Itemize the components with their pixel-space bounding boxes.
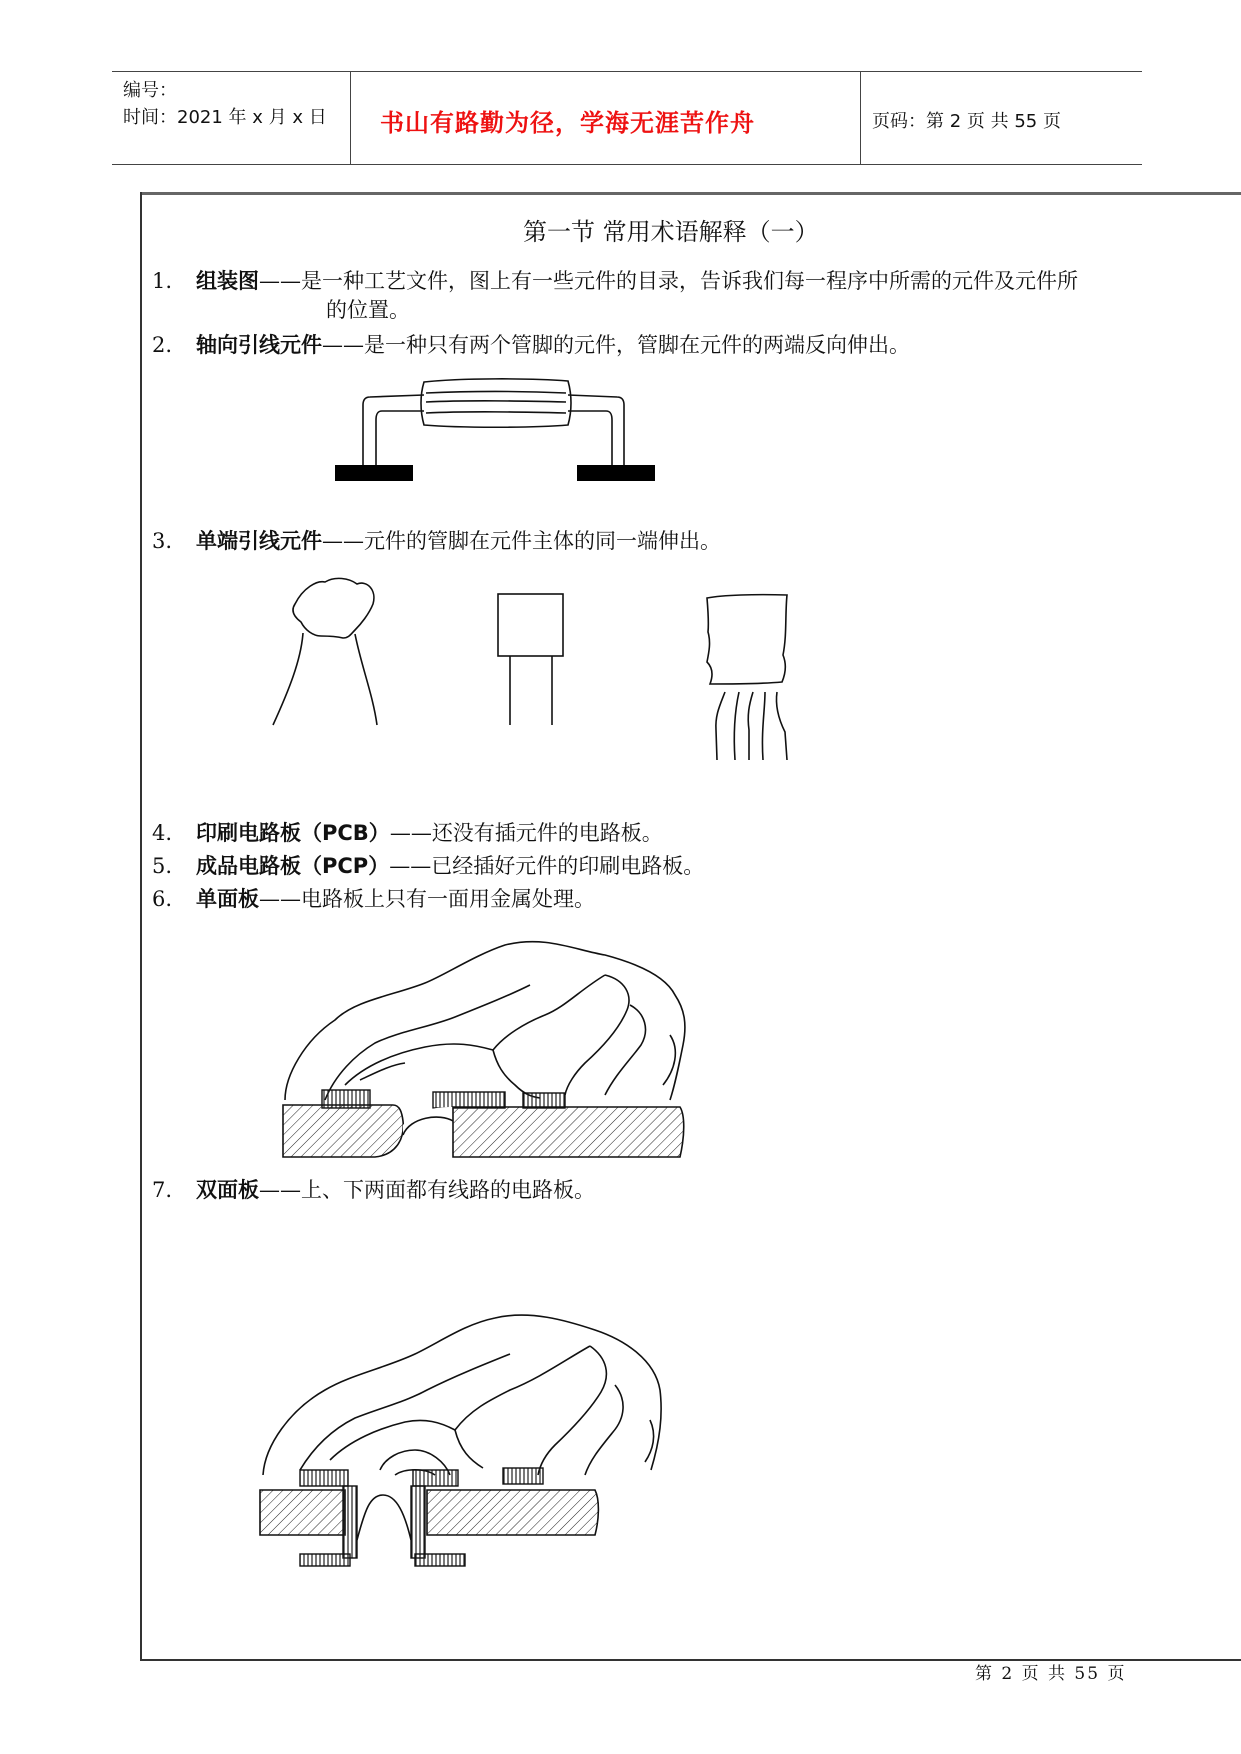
header-bottom-rule [112,164,1142,165]
time-label: 时间：2021 年 x 月 x 日 [123,107,327,128]
double-sided-board-illustration [255,1310,695,1540]
item-term: 单端引线元件 [196,529,322,553]
term-item-axial-lead-component [152,329,910,359]
item-number: 1. [152,269,173,293]
item-term: 单面板 [196,887,259,911]
item-number: 2. [152,333,173,357]
item-description: ——是一种只有两个管脚的元件，管脚在元件的两端反向伸出。 [322,333,910,357]
section-title: 第一节 常用术语解释（一） [523,218,819,246]
item-number: 3. [152,529,173,553]
header-motto: 书山有路勤为径，学海无涯苦作舟 [380,109,755,137]
term-item-pcp [152,850,704,880]
item-number: 6. [152,887,173,911]
content-frame-left [140,192,142,1660]
item-number: 5. [152,854,173,878]
single-end-components-illustration [265,570,805,770]
term-item-single-sided-board [152,883,595,913]
item-term: 组装图 [196,269,259,293]
serial-label: 编号： [123,80,177,101]
item-description: ——还没有插元件的电路板。 [389,821,663,845]
header-divider-right [860,71,861,165]
item-term: 双面板 [196,1178,259,1202]
item-description: ——元件的管脚在元件主体的同一端伸出。 [322,529,721,553]
item-term: 成品电路板（PCP） [196,854,390,878]
page-label: 页码：第 2 页 共 55 页 [872,111,1061,132]
item-term: 印刷电路板（PCB） [196,821,390,845]
item-description-continuation: 的位置。 [326,298,410,322]
item-description: ——上、下两面都有线路的电路板。 [259,1178,595,1202]
single-sided-board-illustration [275,935,725,1160]
term-item-double-sided-board [152,1174,595,1204]
item-description: ——电路板上只有一面用金属处理。 [259,887,595,911]
term-item-single-end-lead-component [152,525,721,555]
page-footer: 第 2 页 共 55 页 [975,1664,1127,1684]
item-number: 4. [152,821,173,845]
item-number: 7. [152,1178,173,1202]
term-item-pcb [152,817,663,847]
content-frame-top [140,192,1241,195]
item-description: ——已经插好元件的印刷电路板。 [389,854,705,878]
header-divider-left [350,71,351,165]
term-item-assembly-drawing [152,265,1078,295]
item-description: ——是一种工艺文件，图上有一些元件的目录，告诉我们每一程序中所需的元件及元件所 [259,269,1078,293]
item-term: 轴向引线元件 [196,333,322,357]
header-top-rule [112,71,1142,72]
axial-component-illustration [330,375,670,485]
